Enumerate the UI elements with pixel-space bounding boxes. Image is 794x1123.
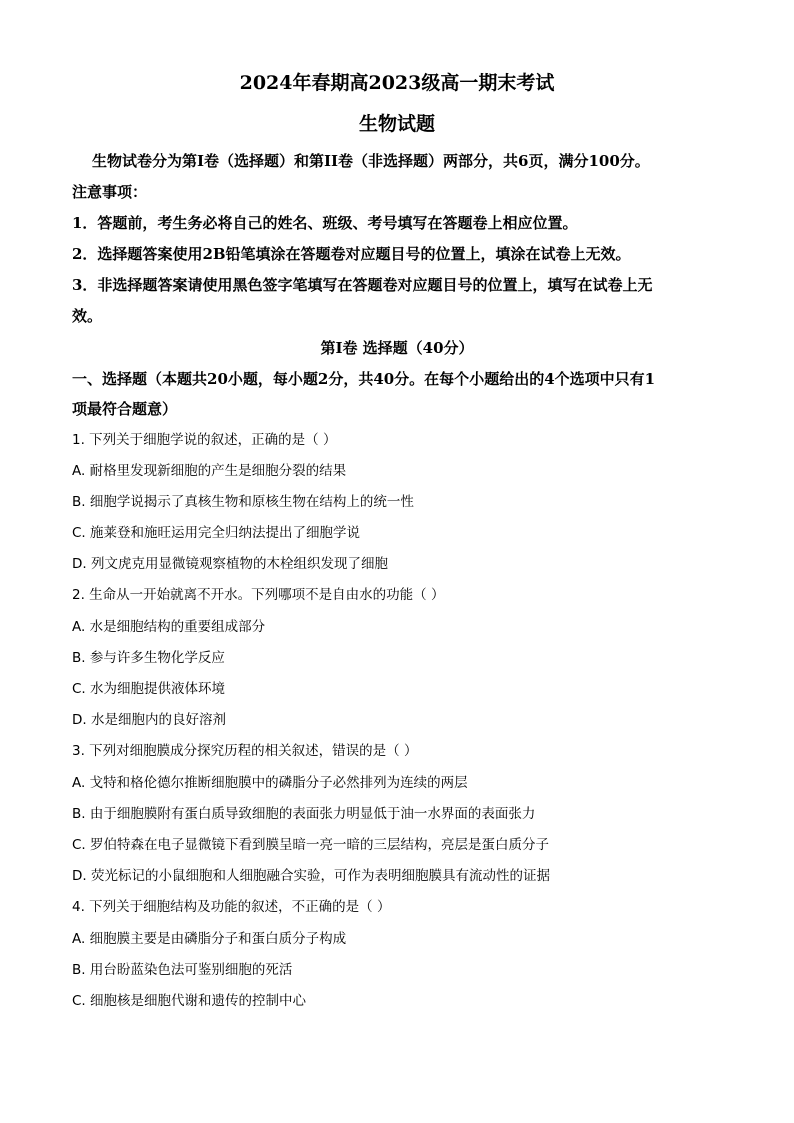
notes-heading: 注意事项： bbox=[72, 183, 148, 201]
section-instructions: 一、选择题（本题共20小题，每小题2分，共40分。在每个小题给出的4个选项中只有1 bbox=[72, 370, 656, 388]
question-option: D. 荧光标记的小鼠细胞和人细胞融合实验，可作为表明细胞膜具有流动性的证据 bbox=[72, 868, 550, 884]
question-option: B. 细胞学说揭示了真核生物和原核生物在结构上的统一性 bbox=[72, 494, 414, 510]
note-item: 2．选择题答案使用2B铅笔填涂在答题卷对应题目号的位置上，填涂在试卷上无效。 bbox=[72, 245, 631, 263]
question-option: B. 用台盼蓝染色法可鉴别细胞的死活 bbox=[72, 962, 293, 978]
question-option: D. 水是细胞内的良好溶剂 bbox=[72, 712, 226, 728]
question-option: A. 耐格里发现新细胞的产生是细胞分裂的结果 bbox=[72, 463, 347, 479]
question-option: A. 细胞膜主要是由磷脂分子和蛋白质分子构成 bbox=[72, 931, 347, 947]
question-option: C. 罗伯特森在电子显微镜下看到膜呈暗一亮一暗的三层结构，亮层是蛋白质分子 bbox=[72, 837, 550, 853]
question-option: D. 列文虎克用显微镜观察植物的木栓组织发现了细胞 bbox=[72, 556, 388, 572]
question-option: C. 水为细胞提供液体环境 bbox=[72, 681, 226, 697]
exam-subject: 生物试题 bbox=[358, 113, 435, 135]
question-option: B. 由于细胞膜附有蛋白质导致细胞的表面张力明显低于油一水界面的表面张力 bbox=[72, 806, 536, 822]
question-stem: 2. 生命从一开始就离不开水。下列哪项不是自由水的功能（ ） bbox=[72, 587, 445, 603]
question-stem: 3. 下列对细胞膜成分探究历程的相关叙述，错误的是（ ） bbox=[72, 743, 418, 759]
question-stem: 1. 下列关于细胞学说的叙述，正确的是（ ） bbox=[72, 432, 337, 448]
note-item: 3．非选择题答案请使用黑色签字笔填写在答题卷对应题目号的位置上，填写在试卷上无 bbox=[72, 276, 653, 294]
exam-title: 2024年春期高2023级高一期末考试 bbox=[239, 72, 555, 94]
section-title: 第I卷 选择题（40分） bbox=[320, 339, 474, 357]
question-option: C. 施莱登和施旺运用完全归纳法提出了细胞学说 bbox=[72, 525, 361, 541]
note-item: 效。 bbox=[72, 307, 103, 325]
question-option: A. 水是细胞结构的重要组成部分 bbox=[72, 619, 266, 635]
question-option: C. 细胞核是细胞代谢和遗传的控制中心 bbox=[72, 993, 307, 1009]
question-option: A. 戈特和格伦德尔推断细胞膜中的磷脂分子必然排列为连续的两层 bbox=[72, 775, 468, 791]
intro-text: 生物试卷分为第I卷（选择题）和第II卷（非选择题）两部分，共6页，满分100分。 bbox=[92, 152, 650, 170]
section-instructions: 项最符合题意） bbox=[72, 400, 178, 418]
question-stem: 4. 下列关于细胞结构及功能的叙述，不正确的是（ ） bbox=[72, 899, 391, 915]
note-item: 1．答题前，考生务必将自己的姓名、班级、考号填写在答题卷上相应位置。 bbox=[72, 214, 578, 232]
question-option: B. 参与许多生物化学反应 bbox=[72, 650, 225, 666]
